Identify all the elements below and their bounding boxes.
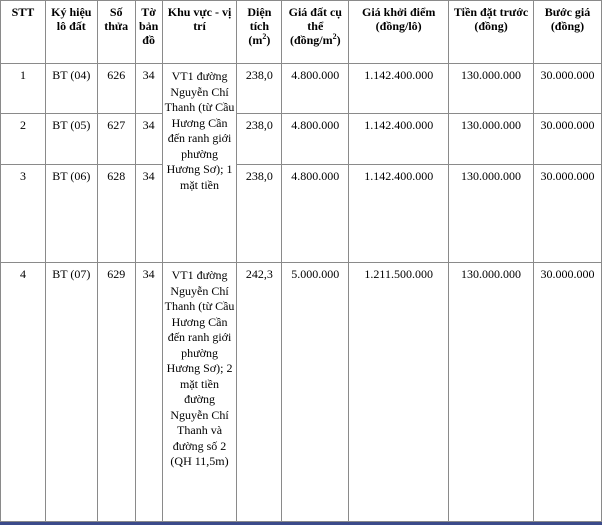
cell-stt: 1: [1, 64, 46, 114]
cell-ky-hieu: BT (07): [45, 263, 97, 522]
header-dien-tich-unit-post: ): [266, 33, 271, 47]
header-dien-tich-label: Diện tích: [247, 5, 272, 33]
header-gia-dat-label: Giá đất cụ thể: [288, 5, 342, 33]
header-tien-dat-truoc: Tiền đặt trước (đồng): [449, 1, 534, 64]
cell-to-ban-do: 34: [135, 114, 162, 165]
header-buoc-gia: Bước giá (đồng): [533, 1, 601, 64]
cell-gia-khoi-diem: 1.142.400.000: [349, 165, 449, 263]
cell-to-ban-do: 34: [135, 263, 162, 522]
cell-buoc-gia: 30.000.000: [533, 64, 601, 114]
cell-tien-dat-truoc: 130.000.000: [449, 114, 534, 165]
cell-khu-vuc-group: VT1 đường Nguyễn Chí Thanh (từ Cầu Hương Cần đến ranh giới phường Hương Sơ); 1 mặt tiền: [162, 64, 237, 263]
table-row: [1, 64, 602, 114]
cell-gia-dat: 4.800.000: [282, 64, 349, 114]
table-row: [1, 165, 602, 263]
table-row: [1, 263, 602, 522]
cell-so-thua: 629: [97, 263, 135, 522]
cell-gia-dat: 4.800.000: [282, 114, 349, 165]
cell-to-ban-do: 34: [135, 165, 162, 263]
cell-gia-dat: 4.800.000: [282, 165, 349, 263]
cell-ky-hieu: BT (05): [45, 114, 97, 165]
cell-to-ban-do: 34: [135, 64, 162, 114]
header-stt: STT: [1, 1, 46, 64]
header-row: [1, 1, 602, 64]
cell-so-thua: 627: [97, 114, 135, 165]
header-dien-tich-unit-pre: (m: [248, 33, 263, 47]
cell-tien-dat-truoc: 130.000.000: [449, 64, 534, 114]
cell-buoc-gia: 30.000.000: [533, 114, 601, 165]
header-gia-dat-unit-sup: 2: [332, 32, 337, 41]
cell-gia-khoi-diem: 1.142.400.000: [349, 64, 449, 114]
cell-stt: 3: [1, 165, 46, 263]
cell-khu-vuc: VT1 đường Nguyễn Chí Thanh (từ Cầu Hương Cần đến ranh giới phường Hương Sơ); 2 mặt tiền đường Nguyễn Chí Thanh và đường số 2 (QH 11,5m): [162, 263, 237, 522]
cell-gia-khoi-diem: 1.211.500.000: [349, 263, 449, 522]
cell-dien-tich: 242,3: [237, 263, 282, 522]
header-khu-vuc: Khu vực - vị trí: [162, 1, 237, 64]
cell-ky-hieu: BT (06): [45, 165, 97, 263]
cell-so-thua: 628: [97, 165, 135, 263]
header-gia-dat-unit-post: ): [336, 33, 341, 47]
header-dien-tich: [237, 1, 282, 64]
cell-gia-khoi-diem: 1.142.400.000: [349, 114, 449, 165]
cell-tien-dat-truoc: 130.000.000: [449, 165, 534, 263]
cell-stt: 4: [1, 263, 46, 522]
cell-gia-dat: 5.000.000: [282, 263, 349, 522]
cell-tien-dat-truoc: 130.000.000: [449, 263, 534, 522]
header-gia-dat: [282, 1, 349, 64]
cell-buoc-gia: 30.000.000: [533, 165, 601, 263]
header-to-ban-do: Tờ bản đồ: [135, 1, 162, 64]
cell-dien-tich: 238,0: [237, 114, 282, 165]
cell-dien-tich: 238,0: [237, 165, 282, 263]
cell-ky-hieu: BT (04): [45, 64, 97, 114]
header-so-thua: Số thửa: [97, 1, 135, 64]
cell-buoc-gia: 30.000.000: [533, 263, 601, 522]
header-gia-dat-unit-pre: (đồng/m: [289, 33, 333, 47]
table-row: [1, 114, 602, 165]
cell-stt: 2: [1, 114, 46, 165]
cell-dien-tich: 238,0: [237, 64, 282, 114]
header-ky-hieu: Ký hiệu lô đất: [45, 1, 97, 64]
cell-so-thua: 626: [97, 64, 135, 114]
header-dien-tich-unit-sup: 2: [262, 32, 267, 41]
header-gia-khoi-diem: Giá khởi điểm (đồng/lô): [349, 1, 449, 64]
